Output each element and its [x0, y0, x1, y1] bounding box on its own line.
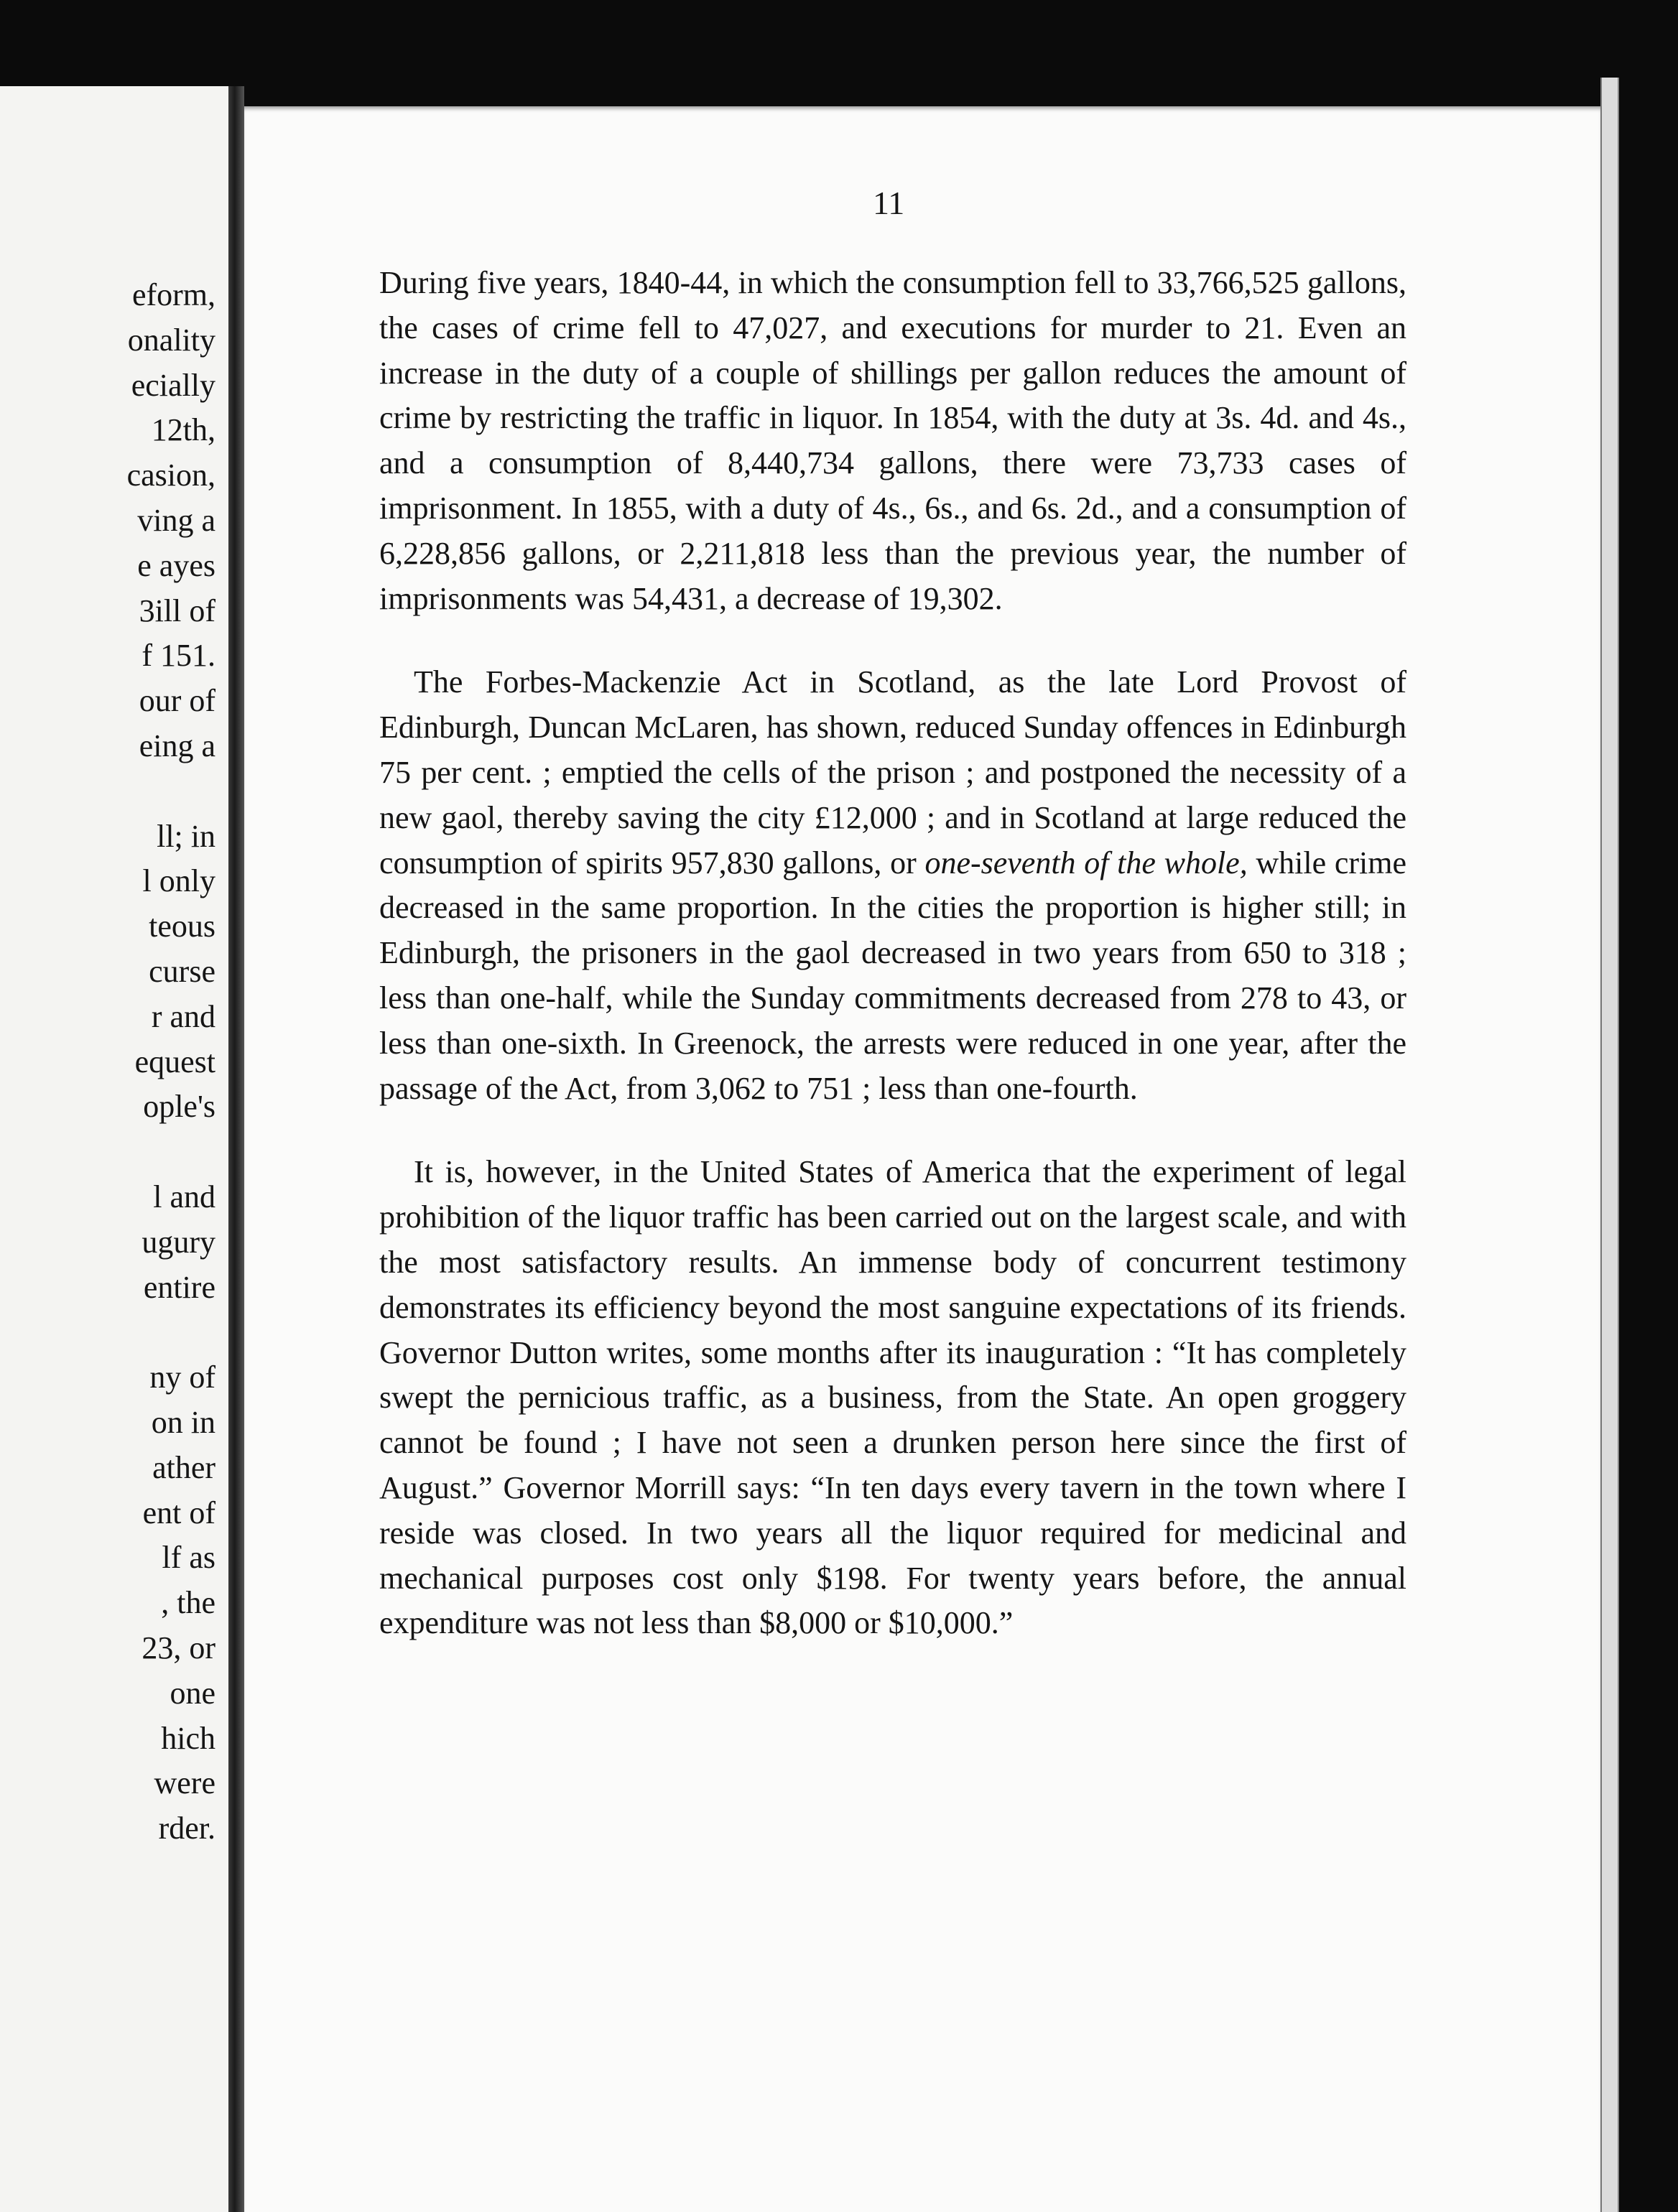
left-page-fragment: ent of: [142, 1495, 215, 1530]
page-number: 11: [873, 185, 905, 221]
paragraph-united-states: It is, however, in the United States of America that the experiment of legal prohibition of the liquor traffic has been carried out on the largest scale, and with the most satisfactory results. An immense body of concurrent testimony demonstrates its efficiency beyond the most sanguine expectations of its friends. Governor Dutton writes, some months after its inauguration : “It has completely swept the pernicious traffic, as a business, from the State. An open groggery cannot be found ; I have not seen a drunken person here since the first of August.” Governor Morrill says: “In ten days every tavern in the town where I reside was closed. In two years all the liquor required for medicinal and mechanical purposes cost only $198. For twenty years before, the annual expenditure was not less than $8,000 or $10,000.”: [379, 1154, 1406, 1641]
left-page-fragment: on in: [151, 1404, 215, 1440]
left-page-fragment: entire: [143, 1269, 215, 1305]
left-page-fragment: ugury: [142, 1224, 215, 1260]
paragraph-text: The Forbes-Mackenzie Act in Scotland, as the late Lord Provost of Edinburgh, Duncan McLaren, has shown, reduced Sunday offences in Edinburgh 75 per cent. ; emptied the cells of the prison ; and postponed the necessity of a new gaol, thereby saving the city £12,000 ; and in Scotland at large reduced the consumption of spirits 957,830 gallons, or: [379, 664, 1406, 880]
left-page-fragment: l only: [142, 863, 215, 899]
left-page-fragment: lf as: [162, 1540, 215, 1576]
book-binding: [228, 86, 244, 2212]
left-page-fragment: ny of: [149, 1360, 215, 1395]
left-page-gap: [0, 769, 215, 814]
left-page-fragment: our of: [139, 683, 215, 719]
left-page-fragment: 12th,: [151, 412, 215, 448]
left-page-fragment: ecially: [131, 367, 215, 403]
left-page-gap: [0, 1130, 215, 1175]
italic-emphasis: one-seventh of the whole,: [924, 845, 1248, 880]
left-page-fragment: ople's: [143, 1089, 215, 1125]
paragraph-text: while crime decreased in the same proportion. In the cities the proportion is higher still; in Edinburgh, the prisoners in the gaol decreased in two years from 650 to 318 ; less than one-half, while the Sunday commitments decreased from 278 to 43, or less than one-sixth. In Greenock, the arrests were reduced in one year, after the passage of the Act, from 3,062 to 751 ; less than one-fourth.: [379, 845, 1406, 1106]
left-page: [0, 86, 231, 2212]
left-page-fragment: r and: [151, 998, 215, 1034]
page-body-text: [379, 261, 1406, 1685]
left-page-fragment: rder.: [158, 1811, 215, 1846]
left-page-fragment: , the: [161, 1585, 215, 1621]
left-page-fragment: equest: [134, 1044, 215, 1079]
left-page-fragment: ather: [152, 1449, 215, 1485]
left-page-fragment: l and: [153, 1179, 215, 1214]
left-page-fragment: 23, or: [142, 1630, 215, 1665]
left-page-fragment: hich: [161, 1720, 215, 1756]
left-page-fragment: ll; in: [157, 818, 215, 854]
left-page-fragment: eform,: [131, 277, 215, 312]
left-page-fragment: one: [170, 1675, 215, 1711]
paragraph-crime-statistics: During five years, 1840-44, in which the consumption fell to 33,766,525 gallons, the cases of crime fell to 47,027, and executions for murder to 21. Even an increase in the duty of a couple of shillings per gallon reduces the amount of crime by restricting the traffic in liquor. In 1854, with the duty at 3s. 4d. and 4s., and a consumption of 8,440,734 gallons, there were 73,733 cases of imprisonment. In 1855, with a duty of 4s., 6s., and 6s. 2d., and a consumption of 6,228,856 gallons, or 2,211,818 less than the previous year, the number of imprisonments was 54,431, a decrease of 19,302.: [379, 265, 1406, 616]
left-page-fragment: teous: [149, 908, 215, 944]
left-page-fragment: curse: [149, 953, 215, 989]
left-page-fragment: onality: [127, 322, 215, 358]
left-page-fragment: e ayes: [137, 547, 215, 583]
left-page-fragment: were: [154, 1765, 215, 1801]
left-page-text-fragments: [0, 273, 215, 1851]
left-page-fragment: casion,: [126, 457, 215, 493]
left-page-fragment: 3ill of: [139, 592, 215, 628]
left-page-fragment: eing a: [139, 728, 215, 763]
left-page-gap: [0, 1310, 215, 1355]
left-page-fragment: ving a: [137, 502, 215, 538]
page-edge: [1600, 78, 1619, 2212]
paragraph-forbes-mackenzie-act: [379, 660, 1406, 1111]
left-page-fragment: f 151.: [142, 638, 215, 674]
